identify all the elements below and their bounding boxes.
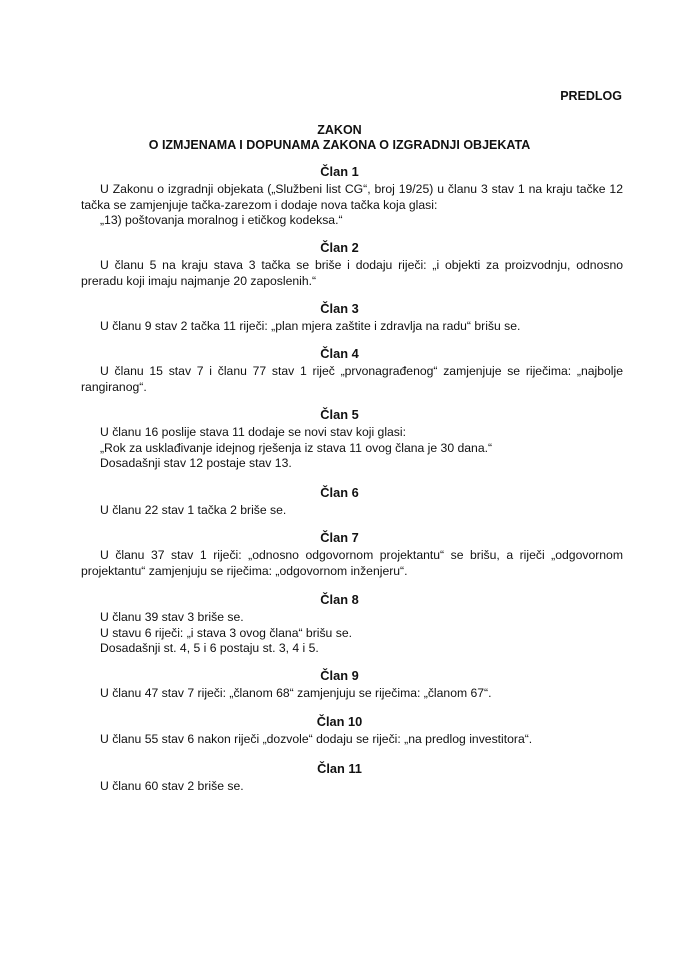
article-8 — [81, 592, 623, 657]
article-paragraph: U članu 47 stav 7 riječi: „članom 68“ zamjenjuju se riječima: „članom 67“. — [100, 686, 492, 700]
article-2 — [81, 240, 623, 289]
article-paragraph: U članu 9 stav 2 tačka 11 riječi: „plan mjera zaštite i zdravlja na radu“ brišu se. — [100, 319, 521, 333]
article-paragraph: U članu 37 stav 1 riječi: „odnosno odgovornom projektantu“ se brišu, a riječi „odgovornom projektantu“ zamjenjuju se riječima: „odgovornom inženjeru“. — [81, 548, 623, 578]
article-10 — [81, 714, 623, 748]
article-heading: Član 6 — [320, 485, 359, 500]
article-heading: Član 3 — [320, 301, 359, 316]
article-paragraph: U članu 5 na kraju stava 3 tačka se briše i dodaju riječi: „i objekti za proizvodnju, odnosno preradu koji imaju najmanje 20 zaposlenih.“ — [81, 258, 623, 288]
article-heading: Član 4 — [320, 346, 359, 361]
article-6 — [81, 485, 623, 519]
article-paragraph: U članu 39 stav 3 briše se. — [100, 610, 244, 624]
article-heading: Član 10 — [316, 714, 363, 729]
article-7 — [81, 530, 623, 579]
article-heading: Član 5 — [320, 407, 359, 422]
article-heading: Član 8 — [320, 592, 359, 607]
article-paragraph: U članu 55 stav 6 nakon riječi „dozvole“ dodaju se riječi: „na predlog investitora“. — [100, 732, 533, 746]
article-heading: Član 1 — [320, 164, 359, 179]
article-4 — [81, 346, 623, 395]
article-paragraph: „13) poštovanja moralnog i etičkog kodeksa.“ — [100, 213, 343, 227]
article-paragraph: U stavu 6 riječi: „i stava 3 ovog člana“ brišu se. — [100, 625, 352, 640]
article-paragraph: „Rok za usklađivanje idejnog rješenja iz stava 11 ovog člana je 30 dana.“ — [100, 440, 493, 455]
law-subtitle: O IZMJENAMA I DOPUNAMA ZAKONA O IZGRADNJI OBJEKATA — [148, 138, 531, 152]
article-heading: Član 11 — [317, 761, 362, 776]
article-paragraph: U Zakonu o izgradnji objekata („Službeni list CG“, broj 19/25) u članu 3 stav 1 na kraju tačke 12 tačka se zamjenjuje tačka-zarezom i dodaje nova tačka koja glasi: — [81, 182, 623, 212]
predlog-label: PREDLOG — [560, 89, 622, 103]
article-paragraph: U članu 22 stav 1 tačka 2 briše se. — [100, 503, 287, 517]
article-heading: Član 2 — [320, 240, 359, 255]
article-3 — [81, 301, 623, 335]
article-paragraph: U članu 16 poslije stava 11 dodaje se novi stav koji glasi: — [100, 425, 406, 439]
article-paragraph: Dosadašnji stav 12 postaje stav 13. — [100, 456, 292, 470]
article-9 — [81, 668, 623, 702]
article-paragraph: U članu 15 stav 7 i članu 77 stav 1 riječ „prvonagrađenog“ zamjenjuje se riječima: „najbolje rangiranog“. — [81, 364, 623, 394]
article-paragraph: Dosadašnji st. 4, 5 i 6 postaju st. 3, 4 i 5. — [100, 641, 319, 655]
article-11 — [81, 761, 623, 795]
article-1 — [81, 164, 623, 229]
article-heading: Član 9 — [320, 668, 359, 683]
law-title: ZAKON — [317, 123, 362, 137]
article-5 — [81, 407, 623, 472]
article-paragraph: U članu 60 stav 2 briše se. — [100, 779, 244, 793]
article-heading: Član 7 — [320, 530, 359, 545]
